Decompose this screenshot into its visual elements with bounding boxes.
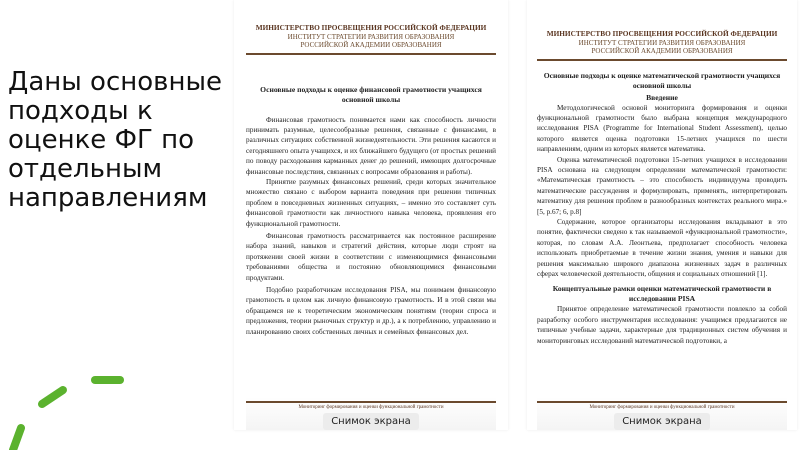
header-line: РОССИЙСКОЙ АКАДЕМИИ ОБРАЗОВАНИЯ [591, 47, 733, 55]
screenshot-caption: Снимок экрана [323, 413, 419, 430]
header-line: ИНСТИТУТ СТРАТЕГИИ РАЗВИТИЯ ОБРАЗОВАНИЯ [578, 38, 746, 47]
slide-title: Даны основные подходы к оценке ФГ по отдельным направлениям [8, 67, 222, 213]
paragraph: Содержание, которое организаторы исследования вкладывают в это понятие, фактически сведено к так называемой «функциональной грамотности», которая, по словам А.А. Леонтьева, предполагает способность человека использовать приобретаемые в течение жизни знания, умения и навыки для решения максимально широкого диапазона жизненных задач в различных сферах человеческой деятельности, общения и социальных отношений [1]. [537, 217, 787, 278]
paragraph: Подобно разработчикам исследования PISA, мы понимаем финансовую грамотность в целом как личную финансовую грамотность. И в этой связи мы обращаемся не к теоретическим экономическим понятиям (теории спроса и предложения, теории рыночных структур и др.), а к потреблению, управлению и планированию своих собственных личных и семейных финансовых дел. [246, 286, 496, 336]
paragraph: Финансовая грамотность понимается нами как способность личности принимать разумные, целесообразные решения, связанные с финансами, в различных ситуациях собственной жизнедеятельности. Эти решения касаются и сегодняшнего опыта учащихся, и их ближайшего будущего (от простых решений по поводу расходования карманных денег до решений, имеющих долгосрочные финансовые последствия, связанных с вопросами образования и работы). [246, 115, 496, 176]
doc-header [246, 24, 496, 50]
financial-literacy-document [234, 0, 508, 430]
section-heading: Концептуальные рамки оценки математической грамотности в исследовании PISA [552, 284, 772, 304]
header-line: ИНСТИТУТ СТРАТЕГИИ РАЗВИТИЯ ОБРАЗОВАНИЯ [287, 32, 455, 41]
doc-title: Основные подходы к оценке финансовой грамотности учащихся основной школы [260, 84, 482, 104]
paragraph: Финансовая грамотность рассматривается как постоянное расширение набора знаний, навыков и стратегий действия, которые люди строят на протяжении своей жизни в соответствии с изменяющимися финансовыми требованиями общества и постоянно обновляющимися финансовыми продуктами. [246, 231, 496, 282]
paragraph: Оценка математической подготовки 15-летних учащихся в исследовании PISA основана на следующем определении математической грамотности: «Математическая грамотность – это способность индивидуума проводить математические рассуждения и формулировать, применять, интерпретировать математику для решения проблем в разнообразных контекстах реального мира.» [5, p.67; 6, p.8] [537, 155, 787, 216]
paragraph: Принятие разумных финансовых решений, среди которых значительное множество связано с выбором варианта поведения при решении типичных проблем в повседневных жизненных ситуациях, – именно это составляет суть финансовой грамотности как личностного навыка человека, проявления его функциональной грамотности. [246, 177, 496, 228]
divider [537, 59, 787, 61]
caption-band [246, 397, 496, 430]
header-line: МИНИСТЕРСТВО ПРОСВЕЩЕНИЯ РОССИЙСКОЙ ФЕДЕРАЦИИ [255, 23, 487, 32]
section-heading: Введение [646, 92, 678, 102]
divider [246, 53, 496, 55]
caption-band [537, 397, 787, 430]
doc-title: Основные подходы к оценке математической грамотности учащихся основной школы [543, 70, 781, 90]
doc-footer: Мониторинг формирования и оценки функциональной грамотности [537, 401, 787, 411]
doc-footer: Мониторинг формирования и оценки функциональной грамотности [246, 401, 496, 411]
decorative-dashed-arc [0, 300, 150, 450]
paragraph: Принятое определение математической грамотности повлекло за собой разработку особого инструментария исследования: учащимся предлагаются не типичные учебные задачи, характерные для традиционных систем обучения и мониторинговых исследований математической подготовки, а [537, 305, 787, 345]
header-line: МИНИСТЕРСТВО ПРОСВЕЩЕНИЯ РОССИЙСКОЙ ФЕДЕРАЦИИ [546, 29, 778, 38]
math-literacy-document [527, 0, 797, 430]
header-line: РОССИЙСКОЙ АКАДЕМИИ ОБРАЗОВАНИЯ [300, 41, 442, 49]
doc-header [537, 30, 787, 56]
paragraph: Методологической основой мониторинга формирования и оценки функциональной грамотности было выбрана концепция международного исследования PISA (Programme for International Student Assessment), целью которого является оценка подготовки 15-летних учащихся по шести направлениям, одним из которых является математика. [537, 103, 787, 154]
screenshot-caption: Снимок экрана [614, 413, 710, 430]
